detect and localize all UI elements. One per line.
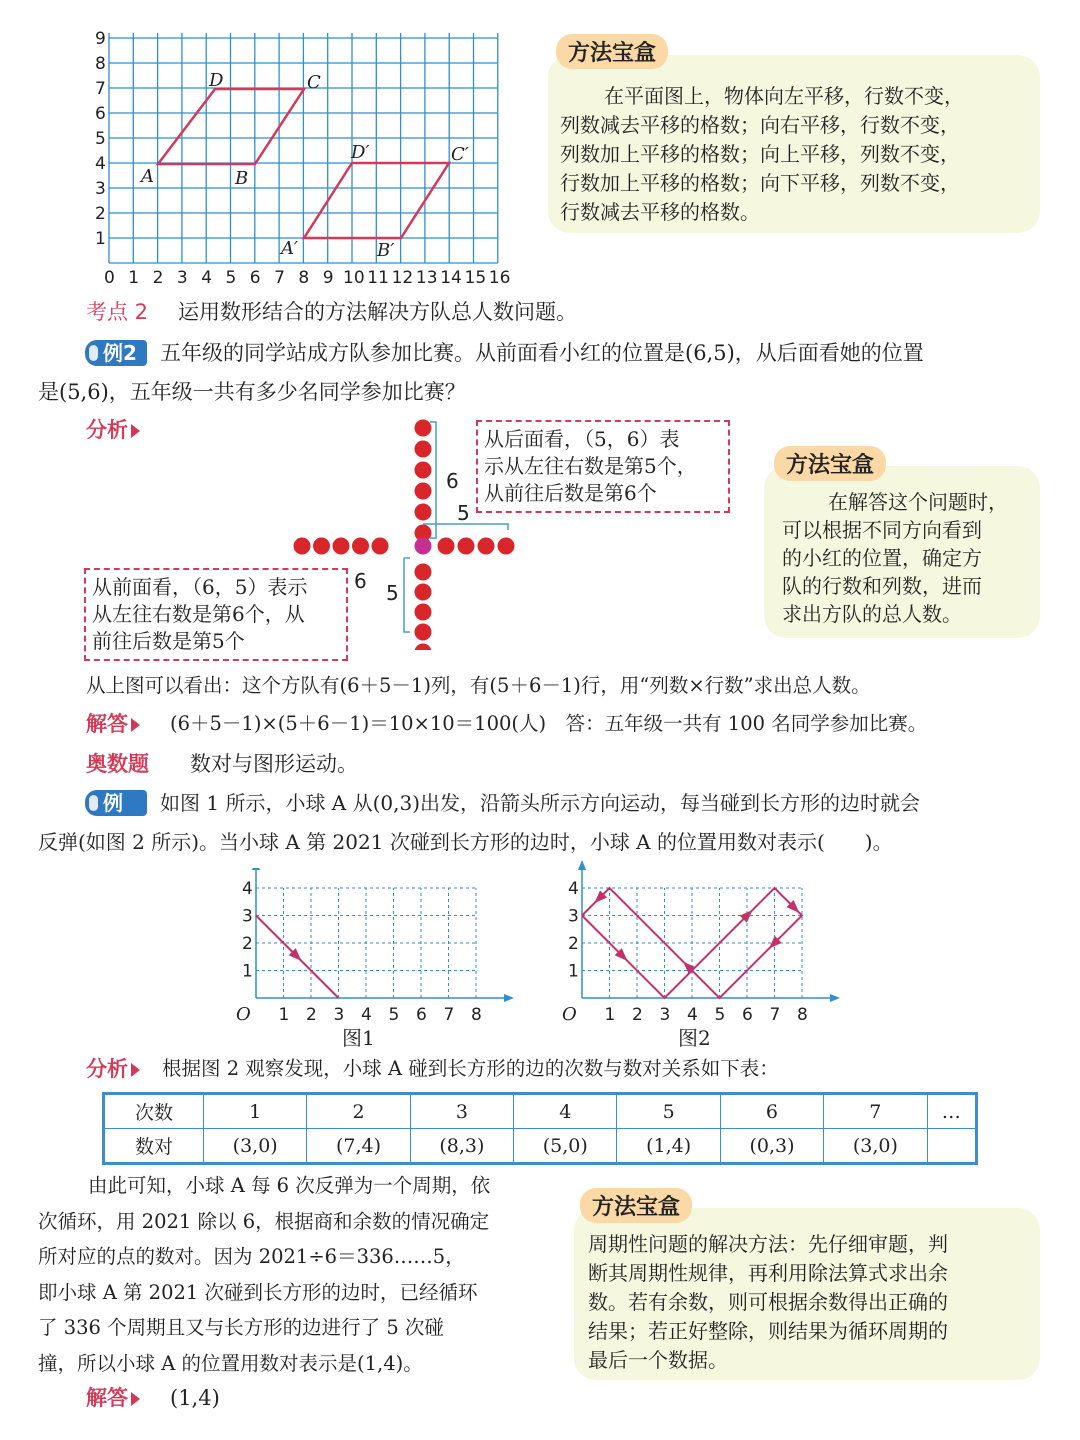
y-tick-label: 4 [95,154,106,174]
y-tick-label: 1 [95,229,106,249]
method-box-line: 结果；若正好整除，则结果为循环周期的 [588,1319,948,1343]
example3-tag: 例 [85,790,147,816]
analysis-label-text: 分析 [86,1057,128,1081]
method-box-line: 在平面图上，物体向左平移，行数不变， [604,84,964,108]
xiaohong-dot [415,538,432,555]
note-line: 前往后数是第5个 [92,629,245,653]
table-cell: (1,4) [617,1129,720,1164]
figure2-caption: 图2 [678,1026,711,1050]
point-a-prime-label: A′ [281,238,299,259]
method-box-line: 最后一个数据。 [588,1348,728,1372]
x-tick-label: 1 [604,1005,616,1025]
x-tick-label: 10 [343,268,365,288]
table-cell: 4 [514,1094,617,1129]
method-box-line: 可以根据不同方向看到 [782,518,982,542]
y-tick-label: 2 [95,204,106,224]
table-head: 数对 [104,1129,204,1164]
table-cell: (8,3) [410,1129,513,1164]
table-cell: (0,3) [720,1129,823,1164]
table-cell: (5,0) [514,1129,617,1164]
explanation-line: 所对应的点的数对。因为 2021÷6＝336……5， [38,1245,465,1268]
x-tick-label: 9 [322,268,334,288]
method-box-line: 列数减去平移的格数；向右平移，行数不变， [560,113,960,137]
note-line: 从前往后数是第6个 [484,481,657,505]
x-tick-label: 2 [152,268,164,288]
student-dot [415,624,432,641]
x-tick-label: 3 [176,268,188,288]
answer1-text: (6＋5－1)×(5＋6－1)＝10×10＝100(人) 答：五年级一共有 100 名同学参加比赛。 [170,712,928,735]
y-tick-label: 2 [242,934,253,954]
method-box-line: 列数加上平移的格数；向上平移，列数不变， [560,142,960,166]
y-tick-label: 3 [242,906,253,927]
x-tick-label: 7 [274,268,285,288]
coordinate-grid-translation [85,28,515,290]
explanation-text [38,1168,490,1381]
analysis1-summary: 从上图可以看出：这个方队有(6＋5－1)列，有(5＋6－1)行，用“列数×行数”求出总人数。 [86,674,871,697]
student-dot [333,538,350,555]
point-c-label: C [307,72,321,93]
x-tick-label: 2 [306,1005,317,1025]
y-tick-label: 3 [95,179,106,199]
table-cell [927,1129,976,1164]
x-tick-label: 4 [361,1005,372,1025]
method-box-line: 断其周期性规律，再利用除法算式求出余 [588,1261,948,1285]
table-cell: 3 [410,1094,513,1129]
example3-line1: 如图 1 所示，小球 A 从(0,3)出发，沿箭头所示方向运动，每当碰到长方形的边时就会 [160,791,921,815]
student-dot [415,420,432,437]
x-tick-label: 8 [298,268,310,288]
x-tick-label: 4 [687,1005,698,1025]
x-tick-label: 2 [632,1005,643,1025]
count-label-6-top: 6 [446,469,459,493]
method-box-line: 求出方队的总人数。 [782,602,962,626]
x-tick-label: 8 [471,1005,482,1025]
method-box-line: 在解答这个问题时， [828,490,1008,514]
method-box-line: 数。若有余数，则可根据余数得出正确的 [588,1290,948,1314]
student-dot [415,604,432,621]
analysis-label-text: 分析 [86,418,128,442]
y-tick-label: 8 [95,54,106,74]
count-label-5-top: 5 [457,501,470,525]
y-tick-label: 7 [95,79,106,99]
method-box-title: 方法宝盒 [556,34,668,69]
triangle-arrow-icon [131,1392,140,1406]
x-tick-label: 15 [464,268,487,288]
x-tick-label: 16 [488,268,511,288]
example2-line2: 是(5,6)，五年级一共有多少名同学参加比赛？ [38,380,466,404]
student-dot [415,462,432,479]
table-cell: 5 [617,1094,720,1129]
student-dot [313,538,330,555]
x-tick-label: 13 [415,268,438,288]
table-cell: (3,0) [204,1129,307,1164]
answer-label-text: 解答 [86,712,128,736]
bounce-table [102,1092,978,1165]
note-line: 从后面看，（5，6）表 [484,427,680,451]
student-dot [372,538,389,555]
x-tick-label: 3 [659,1005,671,1025]
x-tick-label: 1 [278,1005,290,1025]
count-label-6-bottom: 6 [354,569,367,593]
method-box-line: 行数加上平移的格数；向下平移，列数不变， [560,171,960,195]
point-d-label: D [209,70,224,91]
y-tick-label: 1 [568,961,579,982]
y-tick-label: 4 [568,879,579,899]
table-cell: … [927,1094,976,1129]
method-box-line: 的小红的位置，确定方 [782,546,982,570]
y-tick-label: 6 [95,104,106,124]
method-box-line: 队的行数和列数，进而 [782,574,982,598]
table-row [104,1129,977,1164]
point-c-prime-label: C′ [451,144,469,165]
point2-text: 运用数形结合的方法解决方队总人数问题。 [178,300,577,324]
method-box-title: 方法宝盒 [774,446,886,481]
origin-label: O [562,1004,577,1025]
analysis2-label [86,1057,140,1081]
method-box-line: 行数减去平移的格数。 [560,200,760,224]
figure2-ball-path [556,858,856,1058]
student-dot [478,538,495,555]
x-tick-label: 7 [443,1005,455,1025]
table-head: 次数 [104,1094,204,1129]
student-dot [294,538,311,555]
explanation-line: 了 336 个周期且又与长方形的边进行了 5 次碰 [38,1316,444,1339]
student-dot [415,504,432,521]
table-cell: 1 [204,1094,307,1129]
explanation-line: 即小球 A 第 2021 次碰到长方形的边时，已经循环 [38,1280,478,1304]
table-cell: (7,4) [307,1129,410,1164]
student-dot [498,538,515,555]
note-line: 从左往右数是第6个，从 [92,602,305,626]
note-line: 从前面看，（6，5）表示 [92,575,308,599]
olympiad-text: 数对与图形运动。 [190,752,358,776]
count-label-5-bottom: 5 [386,581,399,605]
x-tick-label: 7 [769,1005,781,1025]
student-dot [415,564,432,581]
table-cell: 6 [720,1094,823,1129]
table-cell: 7 [824,1094,927,1129]
y-tick-label: 5 [95,129,106,149]
point-d-prime-label: D′ [351,142,370,163]
point-b-label: B [235,168,249,189]
x-tick-label: 5 [714,1005,726,1025]
point-b-prime-label: B′ [377,240,395,261]
x-tick-label: 0 [104,268,115,288]
student-dot [458,538,475,555]
analysis1-label [86,418,140,442]
x-tick-label: 5 [388,1005,400,1025]
origin-label: O [236,1004,251,1025]
y-tick-label: 3 [568,906,579,927]
y-tick-label: 2 [568,934,579,954]
triangle-arrow-icon [131,1063,140,1077]
answer2-label [86,1386,140,1410]
x-tick-label: 6 [249,268,261,288]
x-tick-label: 14 [440,268,462,288]
student-dot [438,538,455,555]
method-box-title: 方法宝盒 [580,1188,692,1223]
figure1-caption: 图1 [342,1026,375,1050]
answer2-text: (1,4) [170,1386,220,1410]
answer-label-text: 解答 [86,1386,128,1410]
olympiad-label: 奥数题 [86,752,149,776]
triangle-arrow-icon [131,718,140,732]
x-tick-label: 8 [797,1005,808,1025]
answer1-label [86,712,140,736]
x-tick-label: 1 [128,268,140,288]
x-tick-label: 4 [201,268,213,288]
point2-label: 考点 2 [86,300,149,324]
student-dot [415,584,432,601]
table-cell: 2 [307,1094,410,1129]
example2-line1: 五年级的同学站成方队参加比赛。从前面看小红的位置是(6,5)，从后面看她的位置 [160,341,924,365]
example2-tag: 例2 [85,340,147,366]
method-box-line: 周期性问题的解决方法：先仔细审题，判 [588,1232,948,1256]
student-dot [415,483,432,500]
y-tick-label: 1 [242,961,253,982]
explanation-line: 由此可知，小球 A 每 6 次反弹为一个周期，依 [88,1174,491,1197]
note-from-back [476,420,730,513]
note-line: 示从左往右数是第5个， [484,454,697,478]
explanation-line: 撞，所以小球 A 的位置用数对表示是(1,4)。 [38,1351,423,1375]
figure1-ball-path [230,868,530,1058]
example3-line2: 反弹(如图 2 所示)。当小球 A 第 2021 次碰到长方形的边时，小球 A 的位置用数对表示( )。 [38,830,893,854]
table-cell: (3,0) [824,1129,927,1164]
x-tick-label: 5 [225,268,237,288]
x-tick-label: 11 [367,268,389,288]
x-tick-label: 3 [333,1005,345,1025]
x-tick-label: 6 [416,1005,427,1025]
analysis2-text: 根据图 2 观察发现，小球 A 碰到长方形的边的次数与数对关系如下表： [162,1057,779,1080]
y-tick-label: 4 [242,879,253,899]
student-dot [415,441,432,458]
note-from-front [84,568,348,661]
y-tick-label: 9 [95,29,106,49]
student-dot [352,538,369,555]
x-tick-label: 6 [742,1005,753,1025]
point-a-label: A [141,166,154,187]
triangle-arrow-icon [131,424,140,438]
x-tick-label: 12 [391,268,414,288]
explanation-line: 次循环，用 2021 除以 6，根据商和余数的情况确定 [38,1209,490,1233]
table-row [104,1094,977,1129]
student-dot [415,644,432,651]
